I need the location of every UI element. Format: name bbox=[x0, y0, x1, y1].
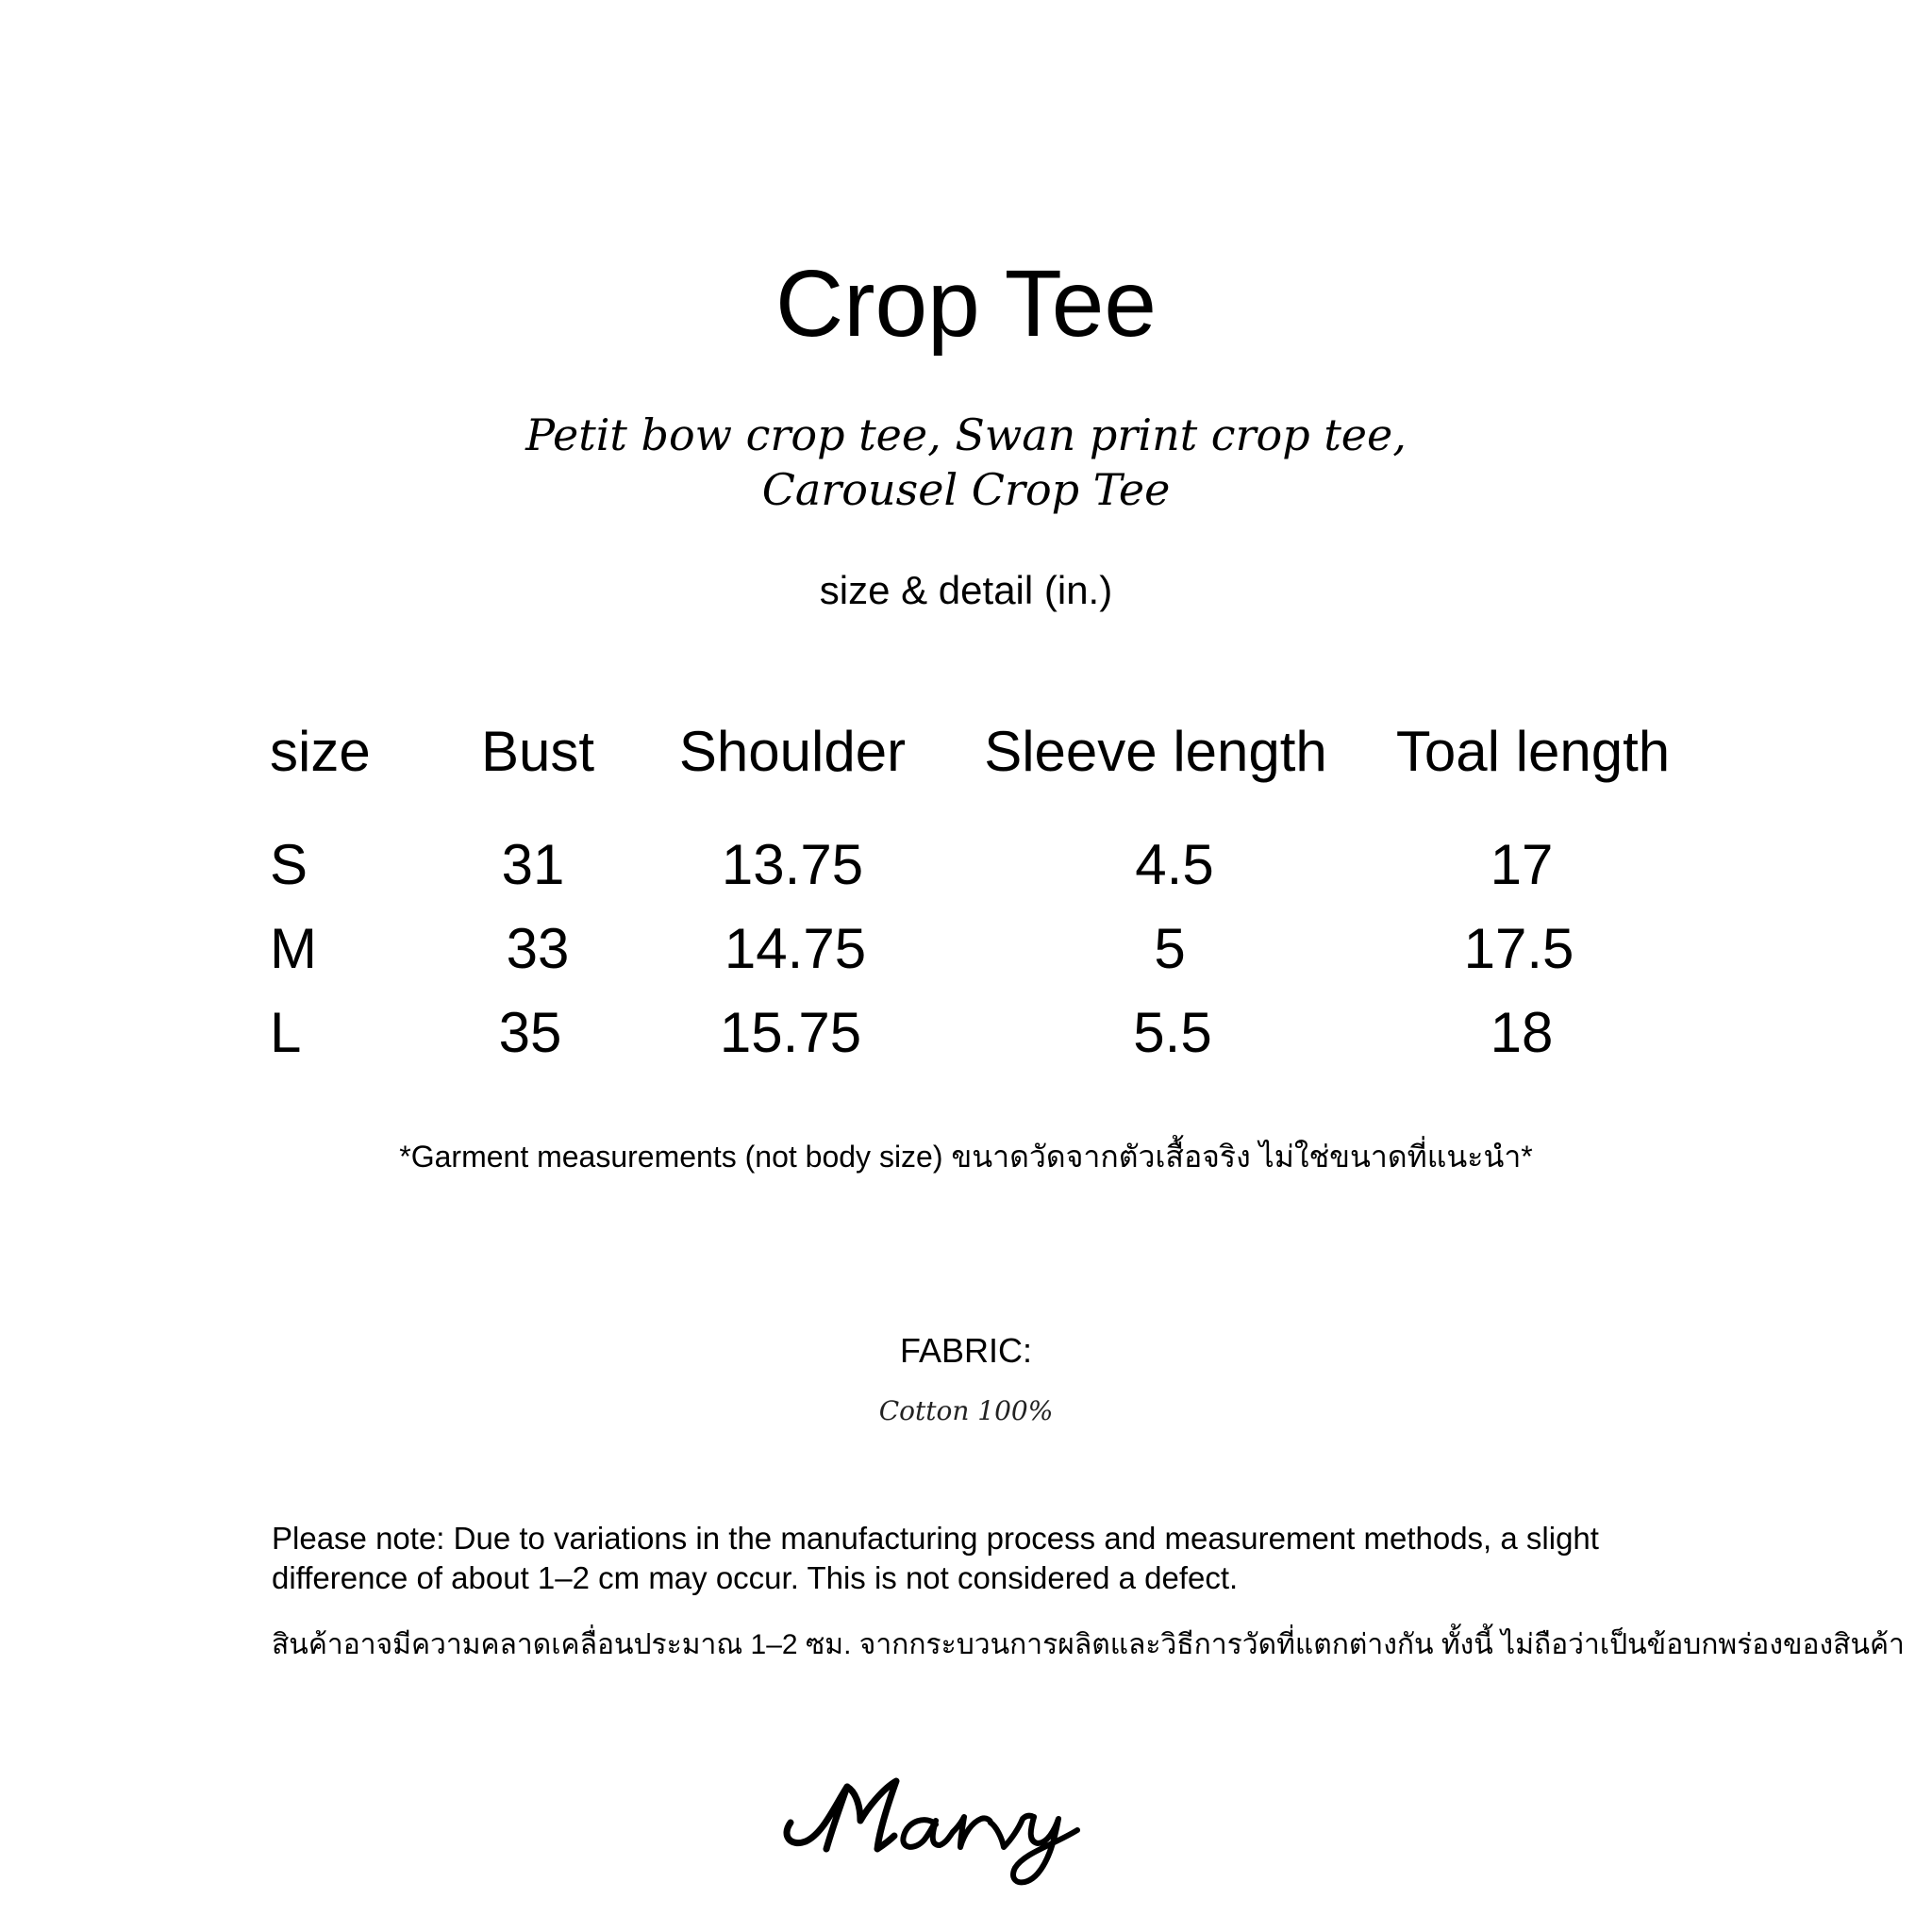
thai-note-text: สินค้าอาจมีความคลาดเคลื่อนประมาณ 1–2 ซม. จากกระบวนการผลิตและวิธีการวัดที่แตกต่างกัน ทั้งนี้ ไม่ถือว่าเป็นข้อบกพร่องของสินค้า bbox=[272, 1629, 1905, 1660]
cell-sleeve-length: 5 bbox=[1154, 917, 1186, 980]
header-size: size bbox=[270, 720, 371, 783]
cell-size: L bbox=[270, 1001, 302, 1064]
size-detail-label: size & detail (in.) bbox=[819, 568, 1113, 612]
svg-text:Marvy: Marvy bbox=[777, 1742, 819, 1758]
subtitle-line-2: Carousel Crop Tee bbox=[761, 464, 1171, 515]
fabric-label: FABRIC: bbox=[899, 1331, 1033, 1370]
fabric-value: Cotton 100% bbox=[878, 1395, 1054, 1426]
cell-size: M bbox=[270, 917, 317, 980]
header-sleeve-length: Sleeve length bbox=[984, 720, 1327, 783]
please-note-text: Please note: Due to variations in the manufacturing process and measurement methods, a slight difference of about 1–2 cm may occur. This is not considered a defect. bbox=[272, 1521, 1599, 1595]
cell-bust: 33 bbox=[506, 917, 570, 980]
cell-sleeve-length: 4.5 bbox=[1135, 833, 1214, 896]
cell-shoulder: 13.75 bbox=[721, 833, 864, 896]
header-total-length: Toal length bbox=[1395, 720, 1671, 783]
cell-shoulder: 14.75 bbox=[724, 917, 867, 980]
cell-total-length: 18 bbox=[1490, 1001, 1554, 1064]
cell-total-length: 17 bbox=[1490, 833, 1554, 896]
cell-sleeve-length: 5.5 bbox=[1133, 1001, 1212, 1064]
subtitle-line-1: Petit bow crop tee, Swan print crop tee, bbox=[525, 409, 1407, 460]
cell-shoulder: 15.75 bbox=[719, 1001, 862, 1064]
cell-size: S bbox=[270, 833, 308, 896]
product-list-subtitle bbox=[0, 408, 1932, 517]
cell-bust: 35 bbox=[498, 1001, 562, 1064]
garment-measurement-note: *Garment measurements (not body size) ขนาดวัดจากตัวเสื้อจริง ไม่ใช่ขนาดที่แนะนำ* bbox=[399, 1140, 1533, 1174]
header-shoulder: Shoulder bbox=[678, 720, 907, 783]
cell-bust: 31 bbox=[501, 833, 565, 896]
cell-total-length: 17.5 bbox=[1463, 917, 1574, 980]
header-bust: Bust bbox=[480, 720, 595, 783]
page-title: Crop Tee bbox=[775, 251, 1157, 357]
brand-logo bbox=[777, 1742, 1155, 1896]
